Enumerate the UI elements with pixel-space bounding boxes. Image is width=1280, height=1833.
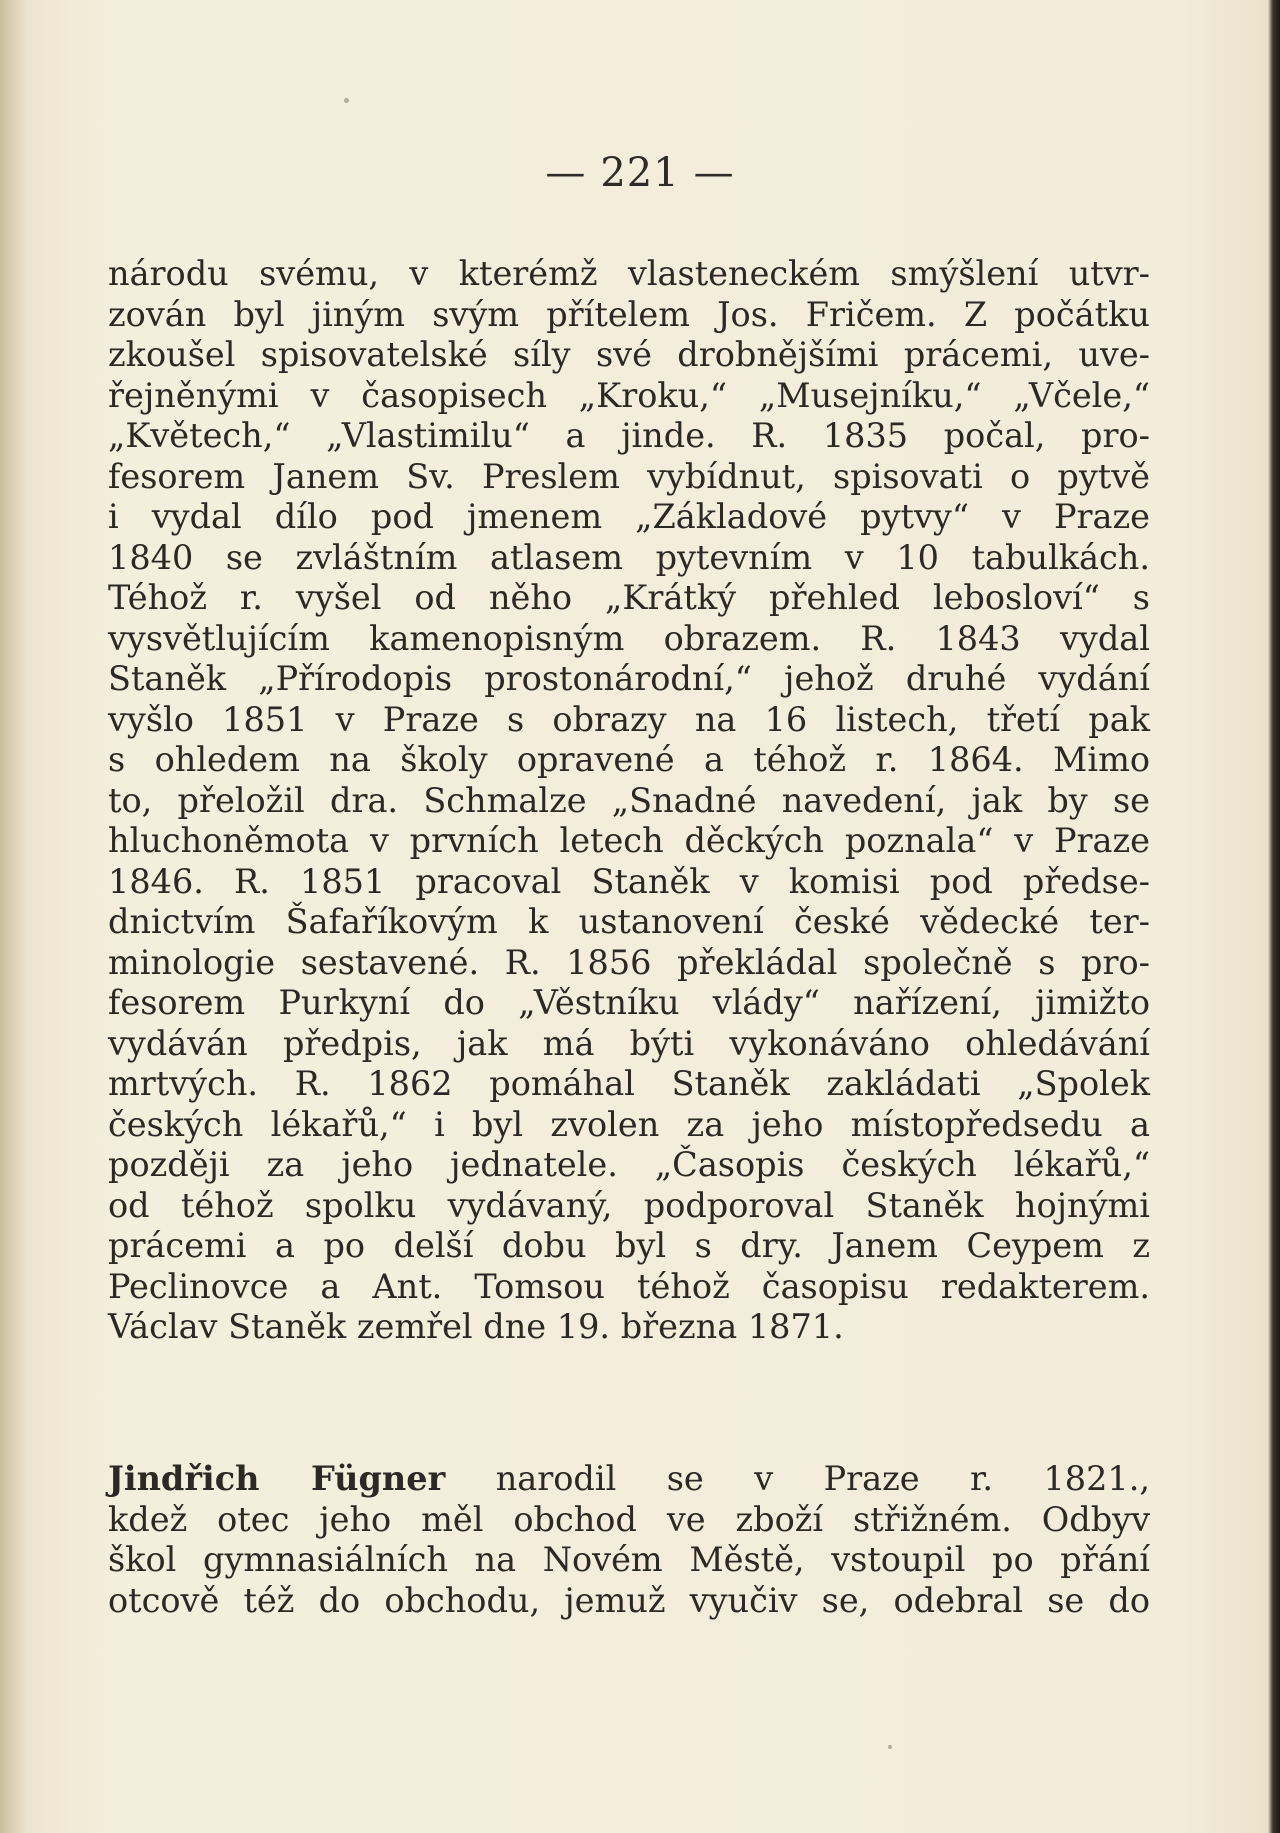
- text-line: Václav Staněk zemřel dne 19. března 1871.: [108, 1307, 844, 1346]
- text-line: vydáván předpis, jak má býti vykonáváno ohledávání: [108, 1023, 1150, 1063]
- paragraph-fugner: [108, 1459, 1150, 1621]
- text-line: „Květech,“ „Vlastimilu“ a jinde. R. 1835 počal, pro-: [108, 416, 1150, 455]
- page-number-value: 221: [600, 150, 680, 196]
- text-line: hluchoněmota v prvních letech děckých poznala“ v Praze: [108, 821, 1150, 860]
- text-line: fesorem Purkyní do „Věstníku vlády“ nařízení, jimižto: [108, 983, 1150, 1022]
- paper-speck: [344, 98, 349, 103]
- page-number-dash-right: —: [693, 150, 735, 196]
- text-line: 1840 se zvláštním atlasem pytevním v 10 tabulkách.: [108, 537, 1150, 577]
- text-line: Staněk „Přírodopis prostonárodní,“ jehož druhé vydání: [108, 659, 1150, 698]
- text-line: s ohledem na školy opravené a téhož r. 1864. Mimo: [108, 740, 1150, 779]
- text-line: zován byl jiným svým přítelem Jos. Fričem. Z počátku: [108, 294, 1150, 334]
- page-number-dash-left: —: [545, 150, 587, 196]
- text-line: zkoušel spisovatelské síly své drobnějšími prácemi, uve-: [108, 335, 1150, 374]
- text-line: Téhož r. vyšel od něho „Krátký přehled lebosloví“ s: [108, 578, 1150, 617]
- text-line: vysvětlujícím kamenopisným obrazem. R. 1843 vydal: [108, 618, 1150, 658]
- text-line: vyšlo 1851 v Praze s obrazy na 16 listech, třetí pak: [108, 699, 1150, 739]
- text-line: Peclinovce a Ant. Tomsou téhož časopisu redakterem.: [108, 1266, 1150, 1306]
- text-line: kdež otec jeho měl obchod ve zboží střižném. Odbyv: [108, 1499, 1150, 1539]
- text-line: národu svému, v kterémž vlasteneckém smýšlení utvr-: [108, 254, 1150, 293]
- text-line: otcově též do obchodu, jemuž vyučiv se, odebral se do: [108, 1580, 1150, 1620]
- text-line-first: [108, 1459, 1150, 1500]
- text-line: řejněnými v časopisech „Kroku,“ „Musejníku,“ „Včele,“: [108, 375, 1150, 415]
- page-edge: [1268, 0, 1280, 1833]
- page-gutter: [0, 0, 26, 1833]
- text-line: prácemi a po delší dobu byl s dry. Janem Ceypem z: [108, 1226, 1150, 1265]
- page-number: [0, 150, 1280, 196]
- text-line: to, přeložil dra. Schmalze „Snadné navedení, jak by se: [108, 780, 1150, 820]
- text-line: fesorem Janem Sv. Preslem vybídnut, spisovati o pytvě: [108, 456, 1150, 496]
- text-line: dnictvím Šafaříkovým k ustanovení české vědecké ter-: [108, 902, 1150, 941]
- text-line: od téhož spolku vydávaný, podporoval Staněk hojnými: [108, 1185, 1150, 1225]
- text-line: 1846. R. 1851 pracoval Staněk v komisi pod předse-: [108, 861, 1150, 901]
- text-line: minologie sestavené. R. 1856 překládal společně s pro-: [108, 942, 1150, 982]
- person-name: Jindřich Fügner: [108, 1459, 446, 1498]
- text-line: škol gymnasiálních na Novém Městě, vstoupil po přání: [108, 1540, 1150, 1579]
- text-line: českých lékařů,“ i byl zvolen za jeho místopředsedu a: [108, 1104, 1150, 1144]
- paper-speck: [888, 1745, 892, 1749]
- text-fragment: narodil se v Praze r. 1821.,: [445, 1459, 1150, 1498]
- text-line: mrtvých. R. 1862 pomáhal Staněk zakládati „Spolek: [108, 1064, 1150, 1103]
- paragraph-stanek: [108, 254, 1150, 1348]
- text-line: i vydal dílo pod jmenem „Základové pytvy“ v Praze: [108, 497, 1150, 536]
- text-line: později za jeho jednatele. „Časopis českých lékařů,“: [108, 1145, 1150, 1184]
